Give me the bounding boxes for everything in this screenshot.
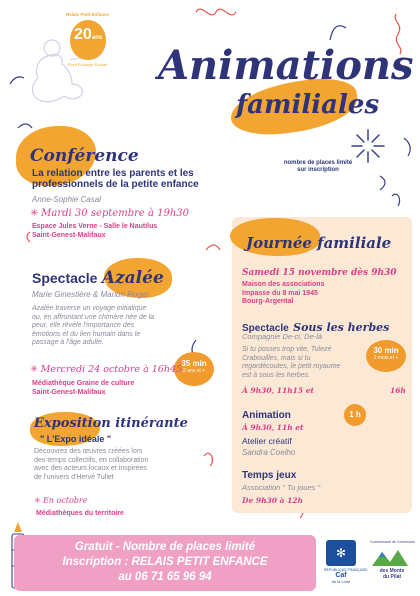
atelier-person: Sandra Coelho bbox=[242, 448, 296, 457]
exposition-date bbox=[34, 496, 87, 505]
temps-jeux-heading: Temps jeux bbox=[242, 470, 297, 481]
journee-place-line1: Maison des associations bbox=[242, 281, 325, 288]
journee-heading: Journée familiale bbox=[246, 234, 392, 252]
azalee-heading bbox=[32, 268, 164, 288]
caf-sub: de la Loire bbox=[331, 579, 351, 584]
herbes-label: Spectacle bbox=[242, 323, 289, 334]
azalee-desc-line: Azalée traverse un voyage initiatique bbox=[32, 305, 147, 312]
herbes-times: À 9h30, 11h15 et bbox=[242, 386, 314, 395]
page-title: Animations bbox=[158, 42, 414, 89]
herbes-description bbox=[242, 346, 340, 380]
azalee-place bbox=[32, 380, 134, 397]
journee-place-line3: Bourg-Argental bbox=[242, 298, 294, 305]
conference-place-line2: Saint-Genest-Malifaux bbox=[32, 231, 106, 239]
page-title-line2: familiales bbox=[236, 90, 380, 120]
caf-top-text: RÉPUBLIQUE FRANÇAISE bbox=[324, 568, 368, 572]
azalee-description bbox=[32, 305, 190, 348]
conference-heading: Conférence bbox=[30, 146, 139, 166]
anniversary-number bbox=[74, 26, 102, 44]
azalee-date-text: Mercredi 24 octobre à 16h45 bbox=[40, 364, 183, 375]
ccmp-logo bbox=[370, 540, 414, 590]
azalee-date bbox=[30, 364, 182, 375]
exposition-description bbox=[34, 448, 148, 482]
places-limit-note bbox=[268, 160, 368, 174]
ccmp-top-text: Communauté de Communes bbox=[370, 540, 415, 544]
conference-title bbox=[32, 168, 199, 190]
conference-title-line2: professionnels de la petite enfance bbox=[32, 179, 199, 190]
caf-badge: ✻ bbox=[326, 540, 356, 566]
herbes-times-extra: 16h bbox=[390, 386, 406, 395]
exposition-heading: Exposition itinérante bbox=[34, 416, 188, 431]
azalee-desc-line: émotions et du lien humain dans le bbox=[32, 330, 141, 338]
exposition-place: Médiathèques du territoire bbox=[36, 510, 124, 517]
conference-speaker: Anne-Sophie Casal bbox=[32, 195, 101, 204]
azalee-desc-line: passage à l'âge adulte. bbox=[32, 339, 104, 346]
caf-logo bbox=[324, 540, 368, 588]
footer-text bbox=[14, 540, 316, 585]
caf-label: Caf bbox=[335, 572, 347, 579]
herbes-desc-line: Si tu posses trop vite, Tulezé bbox=[242, 346, 332, 353]
sparkle-icon: ✳ bbox=[34, 496, 43, 505]
azalee-desc-line: peur, elle révèle l'importance des bbox=[32, 322, 135, 329]
animation-heading: Animation bbox=[242, 410, 291, 421]
animation-times: À 9h30, 11h et bbox=[242, 423, 304, 432]
herbes-company: Compagnie De-ci, De-là bbox=[242, 332, 323, 341]
azalee-age: 2 ans et + bbox=[182, 368, 206, 374]
azalee-artists: Marie Ginestière & Marion Roger bbox=[32, 290, 149, 299]
azalee-place-line2: Saint-Genest-Malifaux bbox=[32, 388, 106, 396]
herbes-name: Sous les herbes bbox=[293, 321, 390, 334]
journee-place-line2: Impasse du 8 mai 1945 bbox=[242, 289, 318, 297]
footer-line2: Inscription : RELAIS PETIT ENFANCE bbox=[62, 556, 268, 568]
atelier-label: Atelier créatif bbox=[242, 436, 292, 446]
footer-line1: Gratuit - Nombre de places limité bbox=[74, 541, 256, 553]
anniversary-top-text: Relais Petit Enfance bbox=[66, 12, 110, 17]
journee-date: Samedi 15 novembre dès 9h30 bbox=[242, 268, 397, 278]
conference-title-line1: La relation entre les parents et les bbox=[32, 168, 194, 179]
footer-line3: au 06 71 65 96 94 bbox=[118, 571, 212, 583]
herbes-duration-badge bbox=[366, 340, 406, 372]
animation-duration: 1 h bbox=[349, 410, 361, 419]
sparkle-icon: ✳ bbox=[30, 364, 41, 375]
exposition-desc-line: des temps collectifs, en collaboration bbox=[34, 456, 149, 464]
herbes-desc-line: Crabouilles, mais si tu bbox=[242, 354, 311, 362]
anniversary-number-value: 20 bbox=[74, 26, 92, 43]
ccmp-name1: des Monts bbox=[379, 568, 405, 574]
conference-place-line1: Espace Jules Verne - Salle le Nautilus bbox=[32, 223, 158, 230]
azalee-name: Azalée bbox=[101, 268, 164, 288]
azalee-label: Spectacle bbox=[32, 270, 98, 286]
exposition-date-text: En octobre bbox=[42, 496, 88, 505]
conference-date bbox=[30, 208, 189, 219]
herbes-desc-line: regardécoutes, le petit royaume bbox=[242, 363, 341, 370]
sparkle-icon: ✳ bbox=[30, 208, 42, 219]
temps-jeux-association: Association " Tu joues " bbox=[242, 483, 321, 492]
azalee-place-line1: Médiathèque Graine de culture bbox=[32, 380, 135, 387]
ccmp-name2: du Pilat bbox=[382, 574, 402, 580]
journee-place bbox=[242, 281, 324, 307]
herbes-duration: 30 min bbox=[373, 346, 399, 355]
temps-jeux-time: De 9h30 à 12h bbox=[242, 496, 303, 505]
exposition-name: " L'Expo idéale " bbox=[40, 434, 112, 444]
conference-date-text: Mardi 30 septembre à 19h30 bbox=[41, 208, 190, 219]
anniversary-unit: ans bbox=[91, 35, 103, 41]
animation-duration-badge bbox=[344, 404, 366, 426]
places-limit-line1: nombre de places limité bbox=[283, 160, 353, 166]
herbes-desc-line: est à sous les herbes. bbox=[242, 371, 311, 379]
anniversary-tagline: Éveil Échange Écoute bbox=[68, 62, 108, 67]
places-limit-line2: sur inscription bbox=[297, 167, 339, 173]
exposition-desc-line: avec des acteurs locaux et inspirées bbox=[34, 465, 147, 472]
azalee-duration: 35 min bbox=[181, 359, 207, 368]
exposition-desc-line: de l'univers d'Hervé Tullet bbox=[34, 473, 114, 481]
azalee-desc-line: ou, en affrontant une chimère née de la bbox=[32, 313, 155, 321]
exposition-desc-line: Découvrez des œuvres créées lors bbox=[34, 448, 143, 455]
conference-place bbox=[32, 223, 157, 240]
mountains-icon bbox=[370, 546, 410, 568]
herbes-age: 3 mois et + bbox=[373, 355, 399, 361]
